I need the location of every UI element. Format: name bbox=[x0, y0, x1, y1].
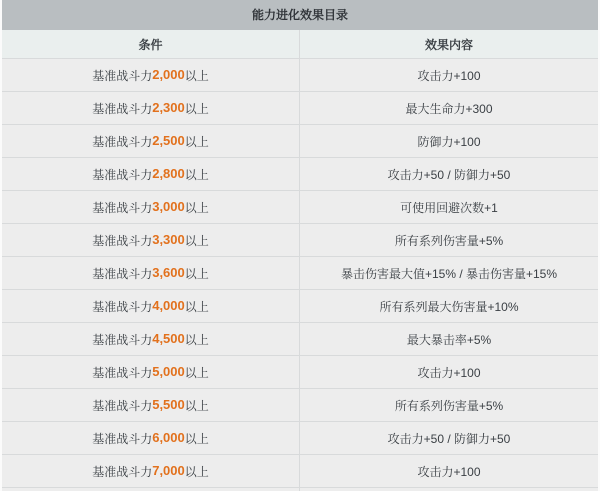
effect-cell: 攻击力+100 bbox=[417, 464, 481, 479]
effect-cell: 所有系列最大伤害量+10% bbox=[379, 299, 519, 314]
condition-suffix: 以上 bbox=[184, 365, 209, 380]
condition-cell bbox=[2, 125, 300, 157]
condition-cell bbox=[2, 389, 300, 421]
condition-value: 2,000 bbox=[152, 66, 185, 82]
table-header-row bbox=[2, 30, 598, 58]
condition-suffix: 以上 bbox=[184, 167, 209, 182]
condition-cell bbox=[2, 323, 300, 355]
table-row bbox=[2, 454, 598, 487]
condition-cell bbox=[2, 59, 300, 91]
condition-prefix: 基准战斗力 bbox=[92, 233, 153, 248]
condition-cell bbox=[2, 257, 300, 289]
table-title: 能力进化效果目录 bbox=[2, 0, 598, 30]
table-row bbox=[2, 157, 598, 190]
condition-prefix: 基准战斗力 bbox=[92, 101, 153, 116]
condition-value: 5,000 bbox=[152, 363, 185, 379]
table-row bbox=[2, 58, 598, 91]
condition-cell bbox=[2, 158, 300, 190]
effect-cell: 最大生命力+300 bbox=[405, 101, 493, 116]
condition-cell bbox=[2, 290, 300, 322]
column-header-condition: 条件 bbox=[2, 30, 300, 58]
condition-prefix: 基准战斗力 bbox=[92, 134, 153, 149]
effect-cell: 攻击力+100 bbox=[417, 365, 481, 380]
condition-prefix: 基准战斗力 bbox=[92, 68, 153, 83]
effect-cell: 所有系列伤害量+5% bbox=[394, 233, 504, 248]
condition-value: 2,300 bbox=[152, 99, 185, 115]
condition-value: 3,300 bbox=[152, 231, 185, 247]
table-row bbox=[2, 124, 598, 157]
condition-suffix: 以上 bbox=[184, 134, 209, 149]
condition-suffix: 以上 bbox=[184, 464, 209, 479]
condition-suffix: 以上 bbox=[184, 266, 209, 281]
condition-prefix: 基准战斗力 bbox=[92, 464, 153, 479]
condition-suffix: 以上 bbox=[184, 200, 209, 215]
condition-cell bbox=[2, 191, 300, 223]
condition-suffix: 以上 bbox=[184, 431, 209, 446]
table-row bbox=[2, 289, 598, 322]
condition-prefix: 基准战斗力 bbox=[92, 431, 153, 446]
condition-suffix: 以上 bbox=[184, 101, 209, 116]
condition-prefix: 基准战斗力 bbox=[92, 266, 153, 281]
condition-suffix: 以上 bbox=[184, 299, 209, 314]
condition-value: 5,500 bbox=[152, 396, 185, 412]
table-row bbox=[2, 388, 598, 421]
table-row bbox=[2, 256, 598, 289]
effect-cell: 最大暴击率+5% bbox=[406, 332, 492, 347]
condition-value: 2,500 bbox=[152, 132, 185, 148]
condition-prefix: 基准战斗力 bbox=[92, 398, 153, 413]
condition-prefix: 基准战斗力 bbox=[92, 299, 153, 314]
table-row bbox=[2, 322, 598, 355]
effect-cell: 防御力+100 bbox=[417, 134, 481, 149]
table-row bbox=[2, 223, 598, 256]
condition-cell bbox=[2, 356, 300, 388]
condition-value: 7,000 bbox=[152, 462, 185, 478]
effect-cell: 可使用回避次数+1 bbox=[400, 200, 498, 215]
table-row bbox=[2, 91, 598, 124]
effect-cell: 攻击力+50 / 防御力+50 bbox=[387, 431, 511, 446]
condition-suffix: 以上 bbox=[184, 68, 209, 83]
effect-cell: 所有系列伤害量+5% bbox=[394, 398, 504, 413]
condition-cell bbox=[2, 224, 300, 256]
condition-value: 6,000 bbox=[152, 429, 185, 445]
condition-value: 3,600 bbox=[152, 264, 185, 280]
condition-suffix: 以上 bbox=[184, 398, 209, 413]
condition-value: 3,000 bbox=[152, 198, 185, 214]
condition-prefix: 基准战斗力 bbox=[92, 365, 153, 380]
condition-value: 2,800 bbox=[152, 165, 185, 181]
effect-cell: 攻击力+50 / 防御力+50 bbox=[387, 167, 511, 182]
table-row bbox=[2, 190, 598, 223]
table-row bbox=[2, 355, 598, 388]
condition-suffix: 以上 bbox=[184, 332, 209, 347]
condition-value: 4,000 bbox=[152, 297, 185, 313]
condition-prefix: 基准战斗力 bbox=[92, 167, 153, 182]
condition-prefix: 基准战斗力 bbox=[92, 200, 153, 215]
condition-value: 4,500 bbox=[152, 330, 185, 346]
table-row bbox=[2, 421, 598, 454]
condition-cell bbox=[2, 92, 300, 124]
condition-cell bbox=[2, 422, 300, 454]
condition-prefix: 基准战斗力 bbox=[92, 332, 153, 347]
condition-suffix: 以上 bbox=[184, 233, 209, 248]
table-body bbox=[2, 58, 598, 487]
partial-next-row bbox=[2, 487, 598, 491]
condition-cell bbox=[2, 455, 300, 487]
column-header-effect: 效果内容 bbox=[424, 37, 473, 52]
effect-cell: 攻击力+100 bbox=[417, 68, 481, 83]
effect-cell: 暴击伤害最大值+15% / 暴击伤害量+15% bbox=[340, 266, 558, 281]
